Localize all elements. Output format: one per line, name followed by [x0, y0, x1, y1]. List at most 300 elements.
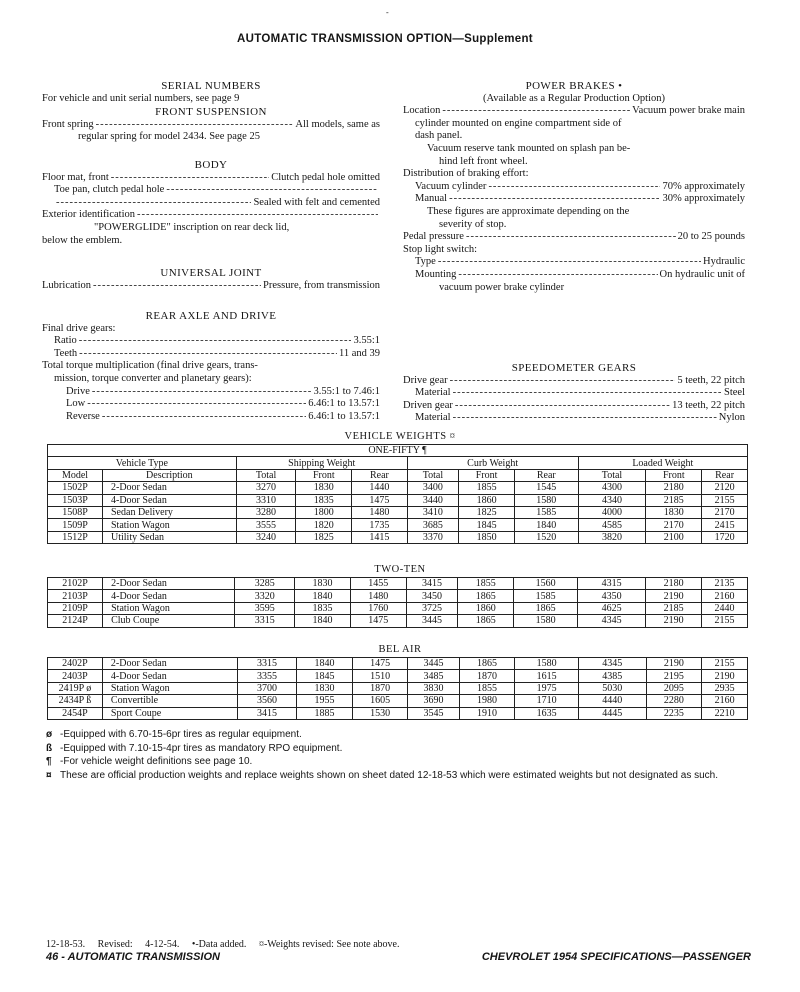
weight-cell: 1585	[514, 590, 578, 602]
spec-label: Location	[403, 105, 441, 117]
model-cell: 1502P	[48, 482, 103, 494]
spec-row	[42, 348, 380, 361]
footnote-symbol: ß	[46, 742, 53, 754]
dot-leader	[449, 193, 660, 206]
weight-cell: 1840	[514, 519, 578, 531]
description-cell: Convertible	[102, 695, 237, 707]
weight-cell: 2180	[646, 482, 702, 494]
weight-cell: 2120	[702, 482, 748, 494]
page-footer	[46, 951, 751, 963]
weight-cell: 1860	[459, 494, 515, 506]
table-row	[48, 682, 748, 694]
dot-leader	[453, 387, 722, 400]
weight-cell: 4300	[578, 482, 646, 494]
table-row	[48, 578, 748, 590]
spec-label: Lubrication	[42, 279, 91, 291]
weight-cell: 4345	[578, 615, 646, 627]
weight-cell: 1580	[514, 615, 578, 627]
spec-label: Manual	[415, 193, 448, 205]
spec-text: Distribution of braking effort:	[403, 168, 529, 180]
spec-row	[42, 209, 380, 222]
page-title: AUTOMATIC TRANSMISSION OPTION—Supplement	[237, 33, 533, 45]
weight-cell: 1865	[514, 602, 578, 614]
spec-text: Vacuum reserve tank mounted on splash pan be-	[427, 142, 631, 154]
weight-cell: 3830	[408, 682, 459, 694]
weight-cell: 1475	[352, 494, 408, 506]
weight-cell: 1800	[296, 506, 352, 518]
description-cell: Station Wagon	[102, 682, 237, 694]
weight-cell: 3700	[237, 682, 297, 694]
weight-cell: 1835	[296, 494, 352, 506]
weight-cell: 1710	[515, 695, 579, 707]
weight-cell: 1480	[352, 506, 408, 518]
description-cell: Sedan Delivery	[103, 506, 237, 518]
spec-text: These figures are approximate depending on the	[427, 205, 630, 217]
spec-value: All models, same as	[295, 118, 380, 130]
table-row	[48, 615, 748, 627]
weight-cell: 1585	[514, 506, 578, 518]
spec-text: "POWERGLIDE" inscription on rear deck lid,	[94, 221, 290, 233]
weight-cell: 1850	[459, 531, 515, 543]
weight-cell: 1615	[515, 670, 579, 682]
spec-text: For vehicle and unit serial numbers, see page 9	[42, 92, 240, 104]
weight-cell: 1855	[459, 682, 515, 694]
weight-cell: 1440	[352, 482, 408, 494]
weight-cell: 1760	[350, 602, 406, 614]
weight-cell: 1735	[352, 519, 408, 531]
weight-cell: 2170	[702, 506, 748, 518]
column-header: Model	[48, 469, 103, 481]
spec-value: 70% approximately	[662, 180, 745, 192]
spec-value: Steel	[724, 387, 745, 399]
table-row	[48, 506, 748, 518]
weight-cell: 1475	[350, 615, 406, 627]
model-cell: 2434P ß	[48, 695, 103, 707]
spec-row	[403, 375, 745, 388]
weight-cell: 1855	[459, 482, 515, 494]
weight-cell: 1720	[702, 531, 748, 543]
section-heading: SPEEDOMETER GEARS	[511, 362, 637, 374]
spec-row	[42, 119, 380, 132]
table-row	[48, 658, 748, 670]
model-cell: 2102P	[48, 578, 103, 590]
weight-cell: 2135	[701, 578, 747, 590]
spec-label: Material	[415, 387, 451, 399]
weight-cell: 2185	[646, 494, 702, 506]
weight-cell: 3310	[236, 494, 296, 506]
table-row	[48, 707, 748, 719]
weight-cell: 1980	[459, 695, 515, 707]
weight-cell: 1870	[352, 682, 408, 694]
footnote-text: These are official production weights and replace weights shown on sheet dated 12-18-53 which were estimated weights but not designated as such.	[60, 769, 718, 781]
column-header: Total	[578, 469, 646, 481]
weight-cell: 2160	[702, 695, 748, 707]
spec-section	[403, 362, 745, 425]
spec-value: 13 teeth, 22 pitch	[672, 399, 745, 411]
spec-label: Ratio	[54, 335, 77, 347]
spec-value: 5 teeth, 22 pitch	[677, 374, 745, 386]
weight-cell: 2170	[646, 519, 702, 531]
column-header: Front	[646, 469, 702, 481]
weight-cell: 4345	[578, 658, 646, 670]
weight-cell: 3545	[408, 707, 459, 719]
footnotes	[46, 728, 751, 782]
spec-text: dash panel.	[415, 130, 463, 142]
weight-cell: 4625	[578, 602, 646, 614]
description-cell: 2-Door Sedan	[102, 658, 237, 670]
revision-line	[46, 939, 409, 950]
weight-cell: 2190	[702, 670, 748, 682]
spec-value: On hydraulic unit of	[659, 268, 745, 280]
weight-cell: 3445	[408, 658, 459, 670]
weight-cell: 3555	[236, 519, 296, 531]
revision-part: 4-12-54.	[145, 939, 180, 950]
spec-label: Low	[66, 398, 86, 410]
description-cell: Station Wagon	[103, 602, 235, 614]
dot-leader	[96, 119, 294, 132]
spec-text: mission, torque converter and planetary gears):	[54, 372, 252, 384]
column-header: Total	[236, 469, 296, 481]
group-header: Vehicle Type	[48, 457, 237, 469]
footnote-symbol: ¶	[46, 756, 52, 767]
spec-label: Teeth	[54, 347, 78, 359]
section-heading: REAR AXLE AND DRIVE	[145, 310, 277, 322]
description-cell: 4-Door Sedan	[103, 590, 235, 602]
weight-cell: 1840	[295, 615, 351, 627]
weight-cell: 3595	[235, 602, 295, 614]
weight-cell: 3285	[235, 578, 295, 590]
weight-cell: 4315	[578, 578, 646, 590]
table-row	[48, 695, 748, 707]
spec-label: Vacuum cylinder	[415, 180, 487, 192]
model-cell: 2454P	[48, 707, 103, 719]
column-header: Total	[407, 469, 459, 481]
weight-cell: 3685	[407, 519, 459, 531]
table-row	[48, 519, 748, 531]
model-cell: 2109P	[48, 602, 103, 614]
weight-cell: 1825	[296, 531, 352, 543]
weight-cell: 1910	[459, 707, 515, 719]
model-cell: 2402P	[48, 658, 103, 670]
table-row	[48, 602, 748, 614]
dot-leader	[166, 184, 378, 197]
weight-cell: 1580	[514, 494, 578, 506]
column-header: Rear	[702, 469, 748, 481]
dot-leader	[458, 269, 657, 282]
weight-cell: 2210	[702, 707, 748, 719]
weight-cell: 2095	[646, 682, 702, 694]
weight-cell: 1855	[458, 578, 514, 590]
weight-cell: 1475	[352, 658, 408, 670]
description-cell: Club Coupe	[103, 615, 235, 627]
footnote-text: -For vehicle weight definitions see page 10.	[60, 756, 253, 767]
table-row	[48, 590, 748, 602]
weight-cell: 1830	[295, 578, 351, 590]
weight-cell: 3820	[578, 531, 646, 543]
spec-value: 30% approximately	[662, 193, 745, 205]
weight-cell: 1830	[646, 506, 702, 518]
spec-section	[42, 159, 380, 247]
weight-cell: 3270	[236, 482, 296, 494]
weight-cell: 3725	[406, 602, 458, 614]
revision-part: Revised:	[97, 939, 133, 950]
spec-label: Mounting	[415, 268, 457, 280]
footer-right: CHEVROLET 1954 SPECIFICATIONS—PASSENGER	[481, 951, 751, 963]
weight-cell: 4385	[578, 670, 646, 682]
spec-value: 3.55:1 to 7.46:1	[313, 385, 380, 397]
spec-section	[403, 80, 745, 294]
dot-leader	[56, 197, 251, 210]
model-cell: 2403P	[48, 670, 103, 682]
spec-row	[42, 386, 380, 399]
weight-cell: 1975	[515, 682, 579, 694]
dot-leader	[87, 398, 306, 411]
weight-cell: 3355	[237, 670, 297, 682]
dot-leader	[455, 400, 670, 413]
description-cell: 2-Door Sedan	[103, 482, 237, 494]
column-header: Description	[103, 469, 237, 481]
spec-row	[42, 184, 380, 197]
spec-row	[403, 412, 745, 425]
spec-text: regular spring for model 2434. See page 25	[78, 131, 260, 143]
weight-cell: 3400	[407, 482, 459, 494]
table-row	[48, 531, 748, 543]
footnote-symbol: ø	[46, 729, 53, 740]
spec-row	[403, 400, 745, 413]
section-heading: BODY	[194, 159, 228, 171]
model-cell: 1509P	[48, 519, 103, 531]
weight-cell: 2280	[646, 695, 702, 707]
description-cell: 2-Door Sedan	[103, 578, 235, 590]
weight-cell: 1870	[459, 670, 515, 682]
description-cell: 4-Door Sedan	[103, 494, 237, 506]
spec-value: Sealed with felt and cemented	[253, 196, 380, 208]
table-row	[48, 494, 748, 506]
footer-left: 46 - AUTOMATIC TRANSMISSION	[46, 951, 220, 963]
revision-part: 12-18-53.	[46, 939, 86, 950]
column-header: Rear	[352, 469, 408, 481]
weight-cell: 2190	[646, 590, 702, 602]
spec-value: 20 to 25 pounds	[677, 231, 745, 243]
weight-cell: 2155	[702, 494, 748, 506]
spec-text: severity of stop.	[439, 218, 507, 230]
dot-leader	[442, 105, 630, 118]
column-header: Rear	[514, 469, 578, 481]
dot-leader	[79, 335, 352, 348]
dot-leader	[92, 386, 312, 399]
model-cell: 1503P	[48, 494, 103, 506]
spec-label: Toe pan, clutch pedal hole	[54, 184, 165, 196]
dot-leader	[488, 181, 660, 194]
dot-leader	[453, 412, 717, 425]
series-label: TWO-TEN	[374, 564, 426, 575]
spec-text: vacuum power brake cylinder	[439, 281, 565, 293]
weight-cell: 2190	[646, 615, 702, 627]
model-cell: 1508P	[48, 506, 103, 518]
dot-leader	[438, 256, 701, 269]
spec-row	[42, 398, 380, 411]
weights-table-bel-air	[47, 657, 748, 720]
weight-cell: 1840	[295, 590, 351, 602]
column-header: Front	[296, 469, 352, 481]
weight-cell: 2185	[646, 602, 702, 614]
spec-text: cylinder mounted on engine compartment side of	[415, 117, 622, 129]
weight-cell: 1865	[458, 590, 514, 602]
weight-cell: 1605	[352, 695, 408, 707]
footnote-text: -Equipped with 6.70-15-6pr tires as regular equipment.	[60, 729, 302, 740]
weights-table-one-fifty	[47, 444, 748, 544]
spec-section	[42, 310, 380, 423]
weight-cell: 3315	[237, 658, 297, 670]
table-row	[48, 482, 748, 494]
weight-cell: 1885	[297, 707, 353, 719]
section-heading: SERIAL NUMBERS	[161, 80, 261, 92]
weight-cell: 3315	[235, 615, 295, 627]
weight-cell: 3445	[406, 615, 458, 627]
dot-leader	[466, 231, 676, 244]
weight-cell: 2415	[702, 519, 748, 531]
section-heading: POWER BRAKES •	[525, 80, 623, 92]
weight-cell: 1545	[514, 482, 578, 494]
weight-cell: 4000	[578, 506, 646, 518]
weight-cell: 5030	[578, 682, 646, 694]
weight-cell: 1955	[297, 695, 353, 707]
group-header: Shipping Weight	[236, 457, 407, 469]
spec-section	[42, 80, 380, 105]
weight-cell: 4445	[578, 707, 646, 719]
spec-label: Reverse	[66, 410, 100, 422]
spec-section	[42, 106, 380, 144]
spec-value: Clutch pedal hole omitted	[271, 171, 380, 183]
model-cell: 2124P	[48, 615, 103, 627]
weight-cell: 4340	[578, 494, 646, 506]
weight-cell: 3415	[237, 707, 297, 719]
weight-cell: 1865	[458, 615, 514, 627]
weight-cell: 3370	[407, 531, 459, 543]
description-cell: 4-Door Sedan	[102, 670, 237, 682]
weight-cell: 1845	[459, 519, 515, 531]
series-label: ONE-FIFTY ¶	[48, 445, 748, 457]
spec-label: Exterior identification	[42, 209, 136, 221]
spec-row	[42, 172, 380, 185]
spec-value: Pressure, from transmission	[263, 279, 380, 291]
weight-cell: 1865	[459, 658, 515, 670]
dot-leader	[137, 209, 378, 222]
weight-cell: 4350	[578, 590, 646, 602]
spec-value: 11 and 39	[338, 347, 380, 359]
weight-cell: 1580	[515, 658, 579, 670]
weight-cell: 1830	[297, 682, 353, 694]
spec-value: 6.46:1 to 13.57:1	[308, 398, 380, 410]
weight-cell: 2155	[701, 615, 747, 627]
spec-row	[403, 387, 745, 400]
dot-leader	[79, 348, 337, 361]
model-cell: 2419P ø	[48, 682, 103, 694]
dot-leader	[450, 375, 676, 388]
series-label: BEL AIR	[378, 644, 422, 655]
weight-cell: 4440	[578, 695, 646, 707]
group-header: Loaded Weight	[578, 457, 747, 469]
dot-leader	[111, 172, 269, 185]
spec-row	[403, 231, 745, 244]
model-cell: 1512P	[48, 531, 103, 543]
weight-cell: 2190	[646, 658, 702, 670]
spec-row	[403, 269, 745, 282]
weight-cell: 3690	[408, 695, 459, 707]
weight-cell: 1560	[514, 578, 578, 590]
description-cell: Station Wagon	[103, 519, 237, 531]
weight-cell: 1860	[458, 602, 514, 614]
spec-text: below the emblem.	[42, 234, 123, 246]
spec-section	[42, 267, 380, 292]
spec-value: Hydraulic	[703, 256, 745, 268]
description-cell: Utility Sedan	[103, 531, 237, 543]
weight-cell: 1825	[459, 506, 515, 518]
weight-cell: 1840	[297, 658, 353, 670]
section-heading: FRONT SUSPENSION	[155, 106, 267, 118]
weight-cell: 2195	[646, 670, 702, 682]
spec-label: Drive gear	[403, 374, 448, 386]
description-cell: Sport Coupe	[102, 707, 237, 719]
spec-value: Nylon	[718, 412, 745, 424]
weight-cell: 1455	[350, 578, 406, 590]
table-row	[48, 670, 748, 682]
spec-label: Floor mat, front	[42, 171, 109, 183]
weight-cell: 3415	[406, 578, 458, 590]
weight-cell: 3440	[407, 494, 459, 506]
weight-cell: 1520	[514, 531, 578, 543]
spec-row	[403, 181, 745, 194]
spec-text: (Available as a Regular Production Option)	[482, 92, 666, 104]
weight-cell: 2235	[646, 707, 702, 719]
weight-cell: 3450	[406, 590, 458, 602]
revision-part: •-Data added.	[191, 939, 247, 950]
section-heading: UNIVERSAL JOINT	[160, 267, 262, 279]
spec-row	[42, 197, 380, 210]
weight-cell: 4585	[578, 519, 646, 531]
weight-cell: 1530	[352, 707, 408, 719]
weight-cell: 3485	[408, 670, 459, 682]
weight-cell: 1830	[296, 482, 352, 494]
spec-text: Stop light switch:	[403, 243, 478, 255]
weight-cell: 3280	[236, 506, 296, 518]
spec-row	[42, 411, 380, 424]
weight-cell: 2935	[702, 682, 748, 694]
footnote-text: -Equipped with 7.10-15-4pr tires as mandatory RPO equipment.	[60, 742, 343, 754]
spec-label: Pedal pressure	[403, 231, 464, 243]
weight-cell: 1415	[352, 531, 408, 543]
weight-cell: 2160	[701, 590, 747, 602]
weight-cell: 3410	[407, 506, 459, 518]
spec-label: Drive	[66, 385, 90, 397]
weight-cell: 1820	[296, 519, 352, 531]
model-cell: 2103P	[48, 590, 103, 602]
spec-label: Driven gear	[403, 399, 453, 411]
weight-cell: 1480	[350, 590, 406, 602]
weights-table-two-ten	[47, 577, 748, 628]
spec-label: Material	[415, 412, 451, 424]
column-header: Front	[459, 469, 515, 481]
vehicle-weights-title: VEHICLE WEIGHTS ¤	[344, 431, 456, 442]
weight-cell: 2180	[646, 578, 702, 590]
spec-value: 3.55:1	[353, 335, 380, 347]
spec-row	[403, 105, 745, 118]
weight-cell: 1835	[295, 602, 351, 614]
weight-cell: 1845	[297, 670, 353, 682]
spec-row	[42, 335, 380, 348]
weight-cell: 2155	[702, 658, 748, 670]
spec-value: 6.46:1 to 13.57:1	[308, 410, 380, 422]
